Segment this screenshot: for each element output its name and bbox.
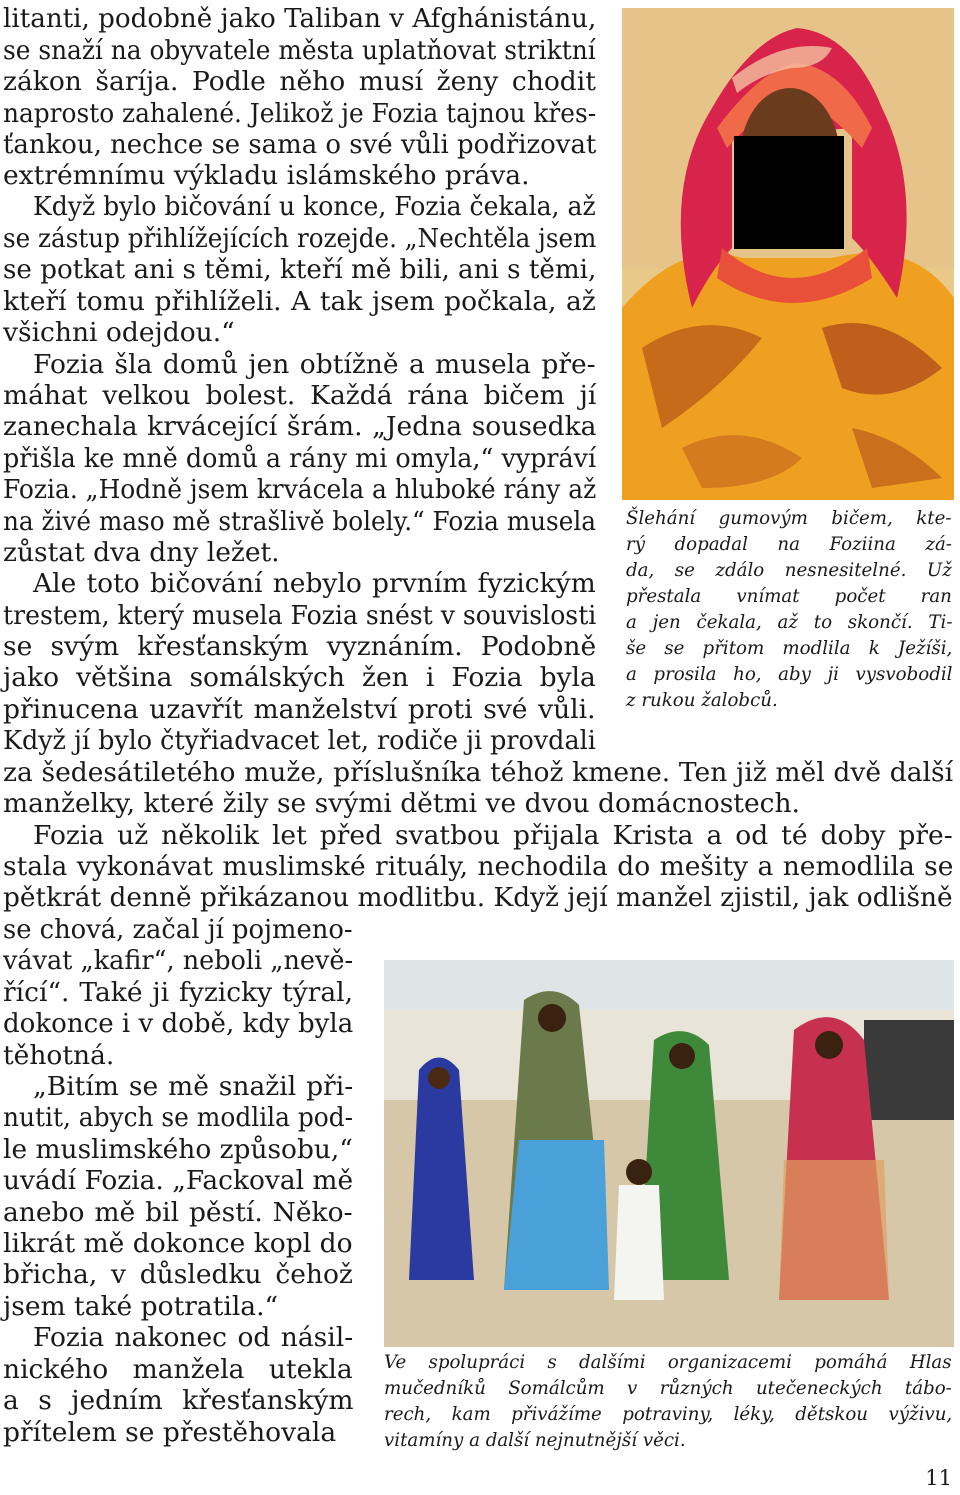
text-line: se potkat ani s těmi, kteří mě bili, ani s těmi, xyxy=(3,254,597,285)
caption-line: vitamíny a další nejnutnější věci. xyxy=(384,1430,686,1451)
text-line: břicha, v důsledku čehož xyxy=(3,1259,353,1290)
text-line: na živé maso mě strašlivě bolely.“ Fozia musela xyxy=(3,506,596,537)
text-line: se snaží na obyvatele města uplatňovat striktní xyxy=(3,35,596,66)
text-line: Ale toto bičování nebylo prvním fyzickým xyxy=(33,568,596,599)
text-line: „Bitím se mě snažil při- xyxy=(33,1071,354,1102)
text-line: se svým křesťanským vyznáním. Podobně xyxy=(3,631,597,662)
caption-line: rech, kam přivážíme potraviny, léky, dětskou výživu, xyxy=(384,1404,953,1425)
caption-line: a prosila ho, aby ji vysvobodil xyxy=(626,664,953,685)
photo-veiled-woman xyxy=(622,8,954,500)
text-line: extrémnímu výkladu islámského práva. xyxy=(3,160,530,191)
text-line: jsem také potratila.“ xyxy=(3,1291,279,1322)
text-line: máhat velkou bolest. Každá rána bičem jí xyxy=(3,380,597,411)
text-line: vávat „kafir“, neboli „nevě- xyxy=(3,945,354,976)
caption-line: a jen čekala, až to skončí. Ti- xyxy=(626,612,953,633)
text-line: zanechala krvácející šrám. „Jedna sousedka xyxy=(3,411,597,442)
photo-refugees xyxy=(384,960,954,1347)
text-line: všichni odejdou.“ xyxy=(3,317,235,348)
text-line: přišla ke mně domů a rány mi omyla,“ vypráví xyxy=(3,443,597,474)
text-line: nického manžela utekla xyxy=(3,1354,353,1385)
text-line: zůstat dva dny ležet. xyxy=(3,537,280,568)
page-number: 11 xyxy=(925,1466,952,1490)
text-line: ťankou, nechce se sama o své vůli podřizovat xyxy=(3,129,597,160)
text-line: Když jí bylo čtyřiadvacet let, rodiče ji provdali xyxy=(3,725,596,756)
caption-line: mučedníků Somálcům v různých utečeneckých tábo- xyxy=(384,1378,952,1399)
text-line: za šedesátiletého muže, příslušníka téhož kmene. Ten již měl dvě další xyxy=(3,757,954,788)
text-line: Fozia. „Hodně jsem krvácela a hluboké rány až xyxy=(3,474,597,505)
text-line: Když bylo bičování u konce, Fozia čekala, až xyxy=(33,191,596,222)
caption-line: přestala vnímat počet ran xyxy=(626,586,952,607)
text-line: řící“. Také ji fyzicky týral, xyxy=(3,977,354,1008)
caption-line: Ve spolupráci s dalšími organizacemi pomáhá Hlas xyxy=(384,1352,952,1373)
text-line: Fozia nakonec od násil- xyxy=(33,1322,354,1353)
text-line: stala vykonávat muslimské rituály, nechodila do mešity a nemodlila se xyxy=(3,851,954,882)
text-line: jako většina somálských žen i Fozia byla xyxy=(3,662,596,693)
text-line: přinucena uzavřít manželství proti své vůli. xyxy=(3,694,596,725)
caption-line: z rukou žalobců. xyxy=(626,690,778,711)
text-line: Fozia šla domů jen obtížně a musela pře- xyxy=(33,349,596,380)
veiled-woman-image xyxy=(622,8,954,500)
text-line: přítelem se přestěhovala xyxy=(3,1417,337,1448)
caption-line: Šlehání gumovým bičem, kte- xyxy=(626,508,952,529)
text-line: uvádí Fozia. „Fackoval mě xyxy=(3,1165,354,1196)
text-line: nutit, abych se modlila pod- xyxy=(3,1102,354,1133)
caption-line: še se přitom modlila k Ježíši, xyxy=(626,638,953,659)
text-line: le muslimského způsobu,“ xyxy=(3,1134,353,1165)
text-line: anebo mě bil pěstí. Něko- xyxy=(3,1197,353,1228)
text-line: a s jedním křesťanským xyxy=(3,1385,354,1416)
text-line: dokonce i v době, kdy byla xyxy=(3,1008,354,1039)
text-line: kteří tomu přihlíželi. A tak jsem počkala, až xyxy=(3,286,596,317)
caption-line: da, se zdálo nesnesitelné. Už xyxy=(626,560,952,581)
text-line: těhotná. xyxy=(3,1040,115,1071)
text-line: manželky, které žily se svými dětmi ve dvou domácnostech. xyxy=(3,788,800,819)
text-line: trestem, který musela Fozia snést v souvislosti xyxy=(3,600,597,631)
text-line: naprosto zahalené. Jelikož je Fozia tajnou křes- xyxy=(3,98,597,129)
text-line: likrát mě dokonce kopl do xyxy=(3,1228,353,1259)
refugees-image xyxy=(384,960,954,1347)
text-line: pětkrát denně přikázanou modlitbu. Když její manžel zjistil, jak odlišně xyxy=(3,882,953,913)
text-line: litanti, podobně jako Taliban v Afghánistánu, xyxy=(3,3,597,34)
text-line: se chová, začal jí pojmeno- xyxy=(3,914,353,945)
text-line: zákon šaríja. Podle něho musí ženy chodit xyxy=(3,66,596,97)
text-line: Fozia už několik let před svatbou přijala Krista a od té doby pře- xyxy=(33,820,953,851)
text-line: se zástup přihlížejících rozejde. „Nechtěla jsem xyxy=(3,223,597,254)
caption-line: rý dopadal na Foziina zá- xyxy=(626,534,952,555)
